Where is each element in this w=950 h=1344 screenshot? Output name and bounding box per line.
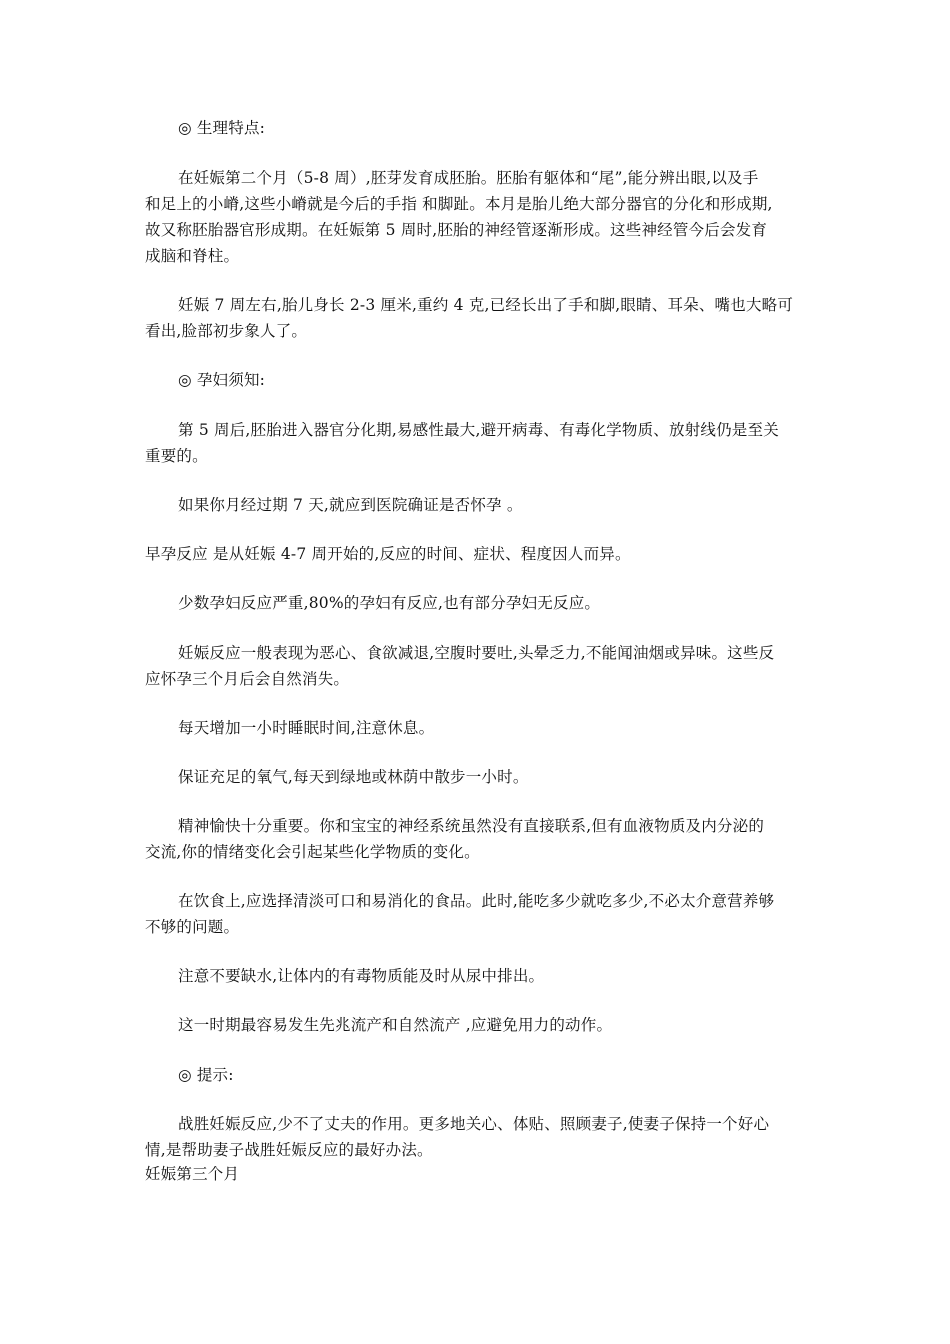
- text-line: 在饮食上,应选择清淡可口和易消化的食品。此时,能吃多少就吃多少,不必太介意营养够: [178, 892, 775, 910]
- next-section-title: 妊娠第三个月: [145, 1165, 240, 1183]
- text-line: 这一时期最容易发生先兆流产和自然流产 ,应避免用力的动作。: [178, 1016, 613, 1034]
- text-line: 少数孕妇反应严重,80%的孕妇有反应,也有部分孕妇无反应。: [178, 594, 601, 612]
- text-line: 交流,你的情绪变化会引起某些化学物质的变化。: [145, 843, 480, 861]
- section-heading-physiology: ◎ 生理特点:: [178, 119, 266, 137]
- text-line: 如果你月经过期 7 天,就应到医院确证是否怀孕 。: [178, 496, 523, 514]
- text-line: 在妊娠第二个月（5-8 周）,胚芽发育成胚胎。胚胎有躯体和“尾”,能分辨出眼,以及手: [178, 169, 759, 187]
- text-line: 重要的。: [145, 447, 208, 465]
- text-line: 应怀孕三个月后会自然消失。: [145, 670, 350, 688]
- text-line: 每天增加一小时睡眠时间,注意休息。: [178, 719, 435, 737]
- text-line: 和足上的小嵴,这些小嵴就是今后的手指 和脚趾。本月是胎儿绝大部分器官的分化和形成期,: [145, 195, 773, 213]
- text-line: 看出,脸部初步象人了。: [145, 322, 308, 340]
- text-line: 早孕反应 是从妊娠 4-7 周开始的,反应的时间、症状、程度因人而异。: [145, 545, 631, 563]
- text-line: 战胜妊娠反应,少不了丈夫的作用。更多地关心、体贴、照顾妻子,使妻子保持一个好心: [178, 1115, 770, 1133]
- section-heading-notice: ◎ 孕妇须知:: [178, 371, 266, 389]
- text-line: 妊娠反应一般表现为恶心、食欲减退,空腹时要吐,头晕乏力,不能闻油烟或异味。这些反: [178, 644, 775, 662]
- text-line: 注意不要缺水,让体内的有毒物质能及时从尿中排出。: [178, 967, 545, 985]
- text-line: 不够的问题。: [145, 918, 240, 936]
- text-line: 情,是帮助妻子战胜妊娠反应的最好办法。: [145, 1141, 433, 1159]
- text-line: 精神愉快十分重要。你和宝宝的神经系统虽然没有直接联系,但有血液物质及内分泌的: [178, 817, 765, 835]
- text-line: 妊娠 7 周左右,胎儿身长 2-3 厘米,重约 4 克,已经长出了手和脚,眼睛、耳朵、嘴也大略可: [178, 296, 794, 314]
- text-line: 保证充足的氧气,每天到绿地或林荫中散步一小时。: [178, 768, 529, 786]
- text-line: 第 5 周后,胚胎进入器官分化期,易感性最大,避开病毒、有毒化学物质、放射线仍是至关: [178, 421, 779, 439]
- text-line: 故又称胚胎器官形成期。在妊娠第 5 周时,胚胎的神经管逐渐形成。这些神经管今后会发育: [145, 221, 768, 239]
- section-heading-tips: ◎ 提示:: [178, 1066, 234, 1084]
- text-line: 成脑和脊柱。: [145, 247, 240, 265]
